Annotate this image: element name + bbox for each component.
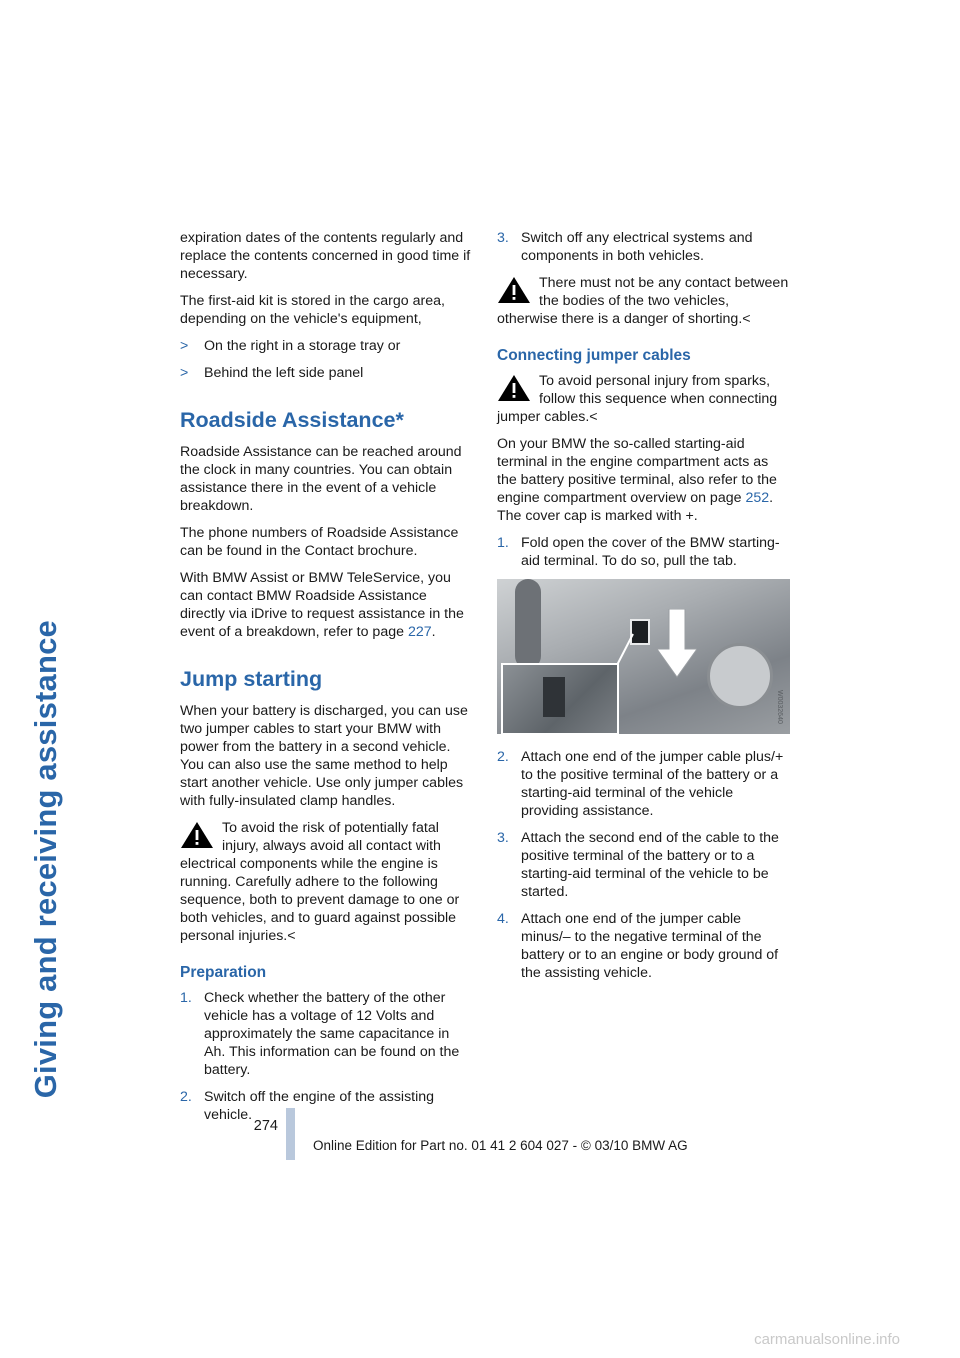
warning-triangle-icon: [497, 374, 531, 402]
list-item: [497, 910, 790, 982]
terminal-detail-inset: [501, 663, 619, 734]
list-item: [497, 229, 790, 265]
right-column: [497, 229, 790, 991]
page-link-252[interactable]: 252: [745, 490, 770, 506]
step-text: Check whether the battery of the other vehicle has a voltage of 12 Volts and approximately the same capacitance in Ah. This information can be found on the battery.: [204, 990, 460, 1078]
list-item: [180, 1088, 472, 1124]
list-item: [180, 364, 472, 382]
first-aid-location: The first-aid kit is stored in the cargo area, depending on the vehicle's equipment,: [180, 293, 445, 327]
step-number: 2.: [497, 749, 509, 765]
list-item: [497, 534, 790, 570]
step-number: 1.: [180, 990, 192, 1006]
step-text: Switch off any electrical systems and components in both vehicles.: [521, 230, 753, 264]
roadside-paragraph: The phone numbers of Roadside Assistance can be found in the Contact brochure.: [180, 525, 459, 559]
preparation-heading: Preparation: [180, 964, 267, 981]
left-column: [180, 229, 472, 1133]
site-watermark: carmanualsonline.info: [754, 1331, 900, 1348]
chapter-title: Giving and receiving assistance: [28, 619, 63, 1098]
list-item: [497, 829, 790, 901]
chapter-sidebar: [28, 28, 64, 1098]
roadside-paragraph: Roadside Assistance can be reached around the clock in many countries. You can obtain assistance there in the event of a vehicle breakdown.: [180, 444, 462, 514]
warning-note: [180, 819, 472, 945]
edition-note: Online Edition for Part no. 01 41 2 604 027 - © 03/10 BMW AG: [313, 1138, 688, 1153]
bullet-text: On the right in a storage tray or: [204, 338, 401, 354]
bullet-marker: >: [180, 365, 189, 381]
step-number: 2.: [180, 1089, 192, 1105]
bullet-text: Behind the left side panel: [204, 365, 364, 381]
jump-starting-paragraph: When your battery is discharged, you can use two jumper cables to start your BMW with power from the battery in a second vehicle. You can also use the same method to help start another vehicle. Use only jumper cables with fully-insulated clamp handles.: [180, 703, 468, 809]
step-number: 3.: [497, 830, 509, 846]
roadside-heading: Roadside Assistance*: [180, 408, 404, 432]
step-number: 4.: [497, 911, 509, 927]
connecting-heading: Connecting jumper cables: [497, 347, 691, 364]
footer-bar: [286, 1108, 295, 1160]
list-item: [180, 337, 472, 355]
first-aid-continuation: expiration dates of the contents regularly and replace the contents concerned in good time if necessary.: [180, 230, 471, 282]
warning-note: [497, 274, 790, 328]
step-text: Attach the second end of the cable to the positive terminal of the battery or to a starting-aid terminal of the vehicle to be started.: [521, 830, 779, 900]
inset-terminal: [543, 677, 565, 717]
roadside-paragraph: With BMW Assist or BMW TeleService, you can contact BMW Roadside Assistance directly via iDrive to request assistance in the event of a breakdown, refer to page 227.: [180, 570, 464, 640]
warning-triangle-icon: [497, 276, 531, 304]
step-text: Attach one end of the jumper cable minus/– to the negative terminal of the battery or to an engine or body ground of the assisting vehicle.: [521, 911, 779, 981]
step-text: Fold open the cover of the BMW starting-aid terminal. To do so, pull the tab.: [521, 535, 780, 569]
jump-starting-heading: Jump starting: [180, 667, 323, 691]
warning-text: To avoid the risk of potentially fatal injury, always avoid all contact with electrical components while the engine is running. Carefully adhere to the following sequence, both to prevent damage to one or both vehicles, and to guard against possible personal injuries.: [180, 820, 460, 944]
engine-compartment-photo: [497, 579, 790, 734]
warning-text: To avoid personal injury from sparks, follow this sequence when connecting jumper cables.: [497, 373, 778, 425]
page-number: 274: [253, 1118, 278, 1134]
step-text: Attach one end of the jumper cable plus/+ to the positive terminal of the battery or a starting-aid terminal of the vehicle providing assistance.: [521, 749, 784, 819]
step-number: 1.: [497, 535, 509, 551]
step-text: Switch off the engine of the assisting vehicle.: [204, 1089, 435, 1123]
image-reference: W0032640: [776, 690, 783, 724]
warning-triangle-icon: [180, 821, 214, 849]
end-mark: <: [287, 928, 296, 944]
step-number: 3.: [497, 230, 509, 246]
list-item: [497, 748, 790, 820]
warning-text: There must not be any contact between the bodies of the two vehicles, otherwise there is a danger of shorting.: [497, 275, 789, 327]
list-item: [180, 989, 472, 1079]
terminal-paragraph: On your BMW the so-called starting-aid terminal in the engine compartment acts as the battery positive terminal, also refer to the engine compartment overview on page 252. The cover cap is marked with +.: [497, 436, 777, 524]
end-mark: <: [742, 311, 751, 327]
end-mark: <: [589, 409, 598, 425]
page-link-227[interactable]: 227: [407, 624, 432, 640]
warning-note: [497, 372, 790, 426]
bullet-marker: >: [180, 338, 189, 354]
